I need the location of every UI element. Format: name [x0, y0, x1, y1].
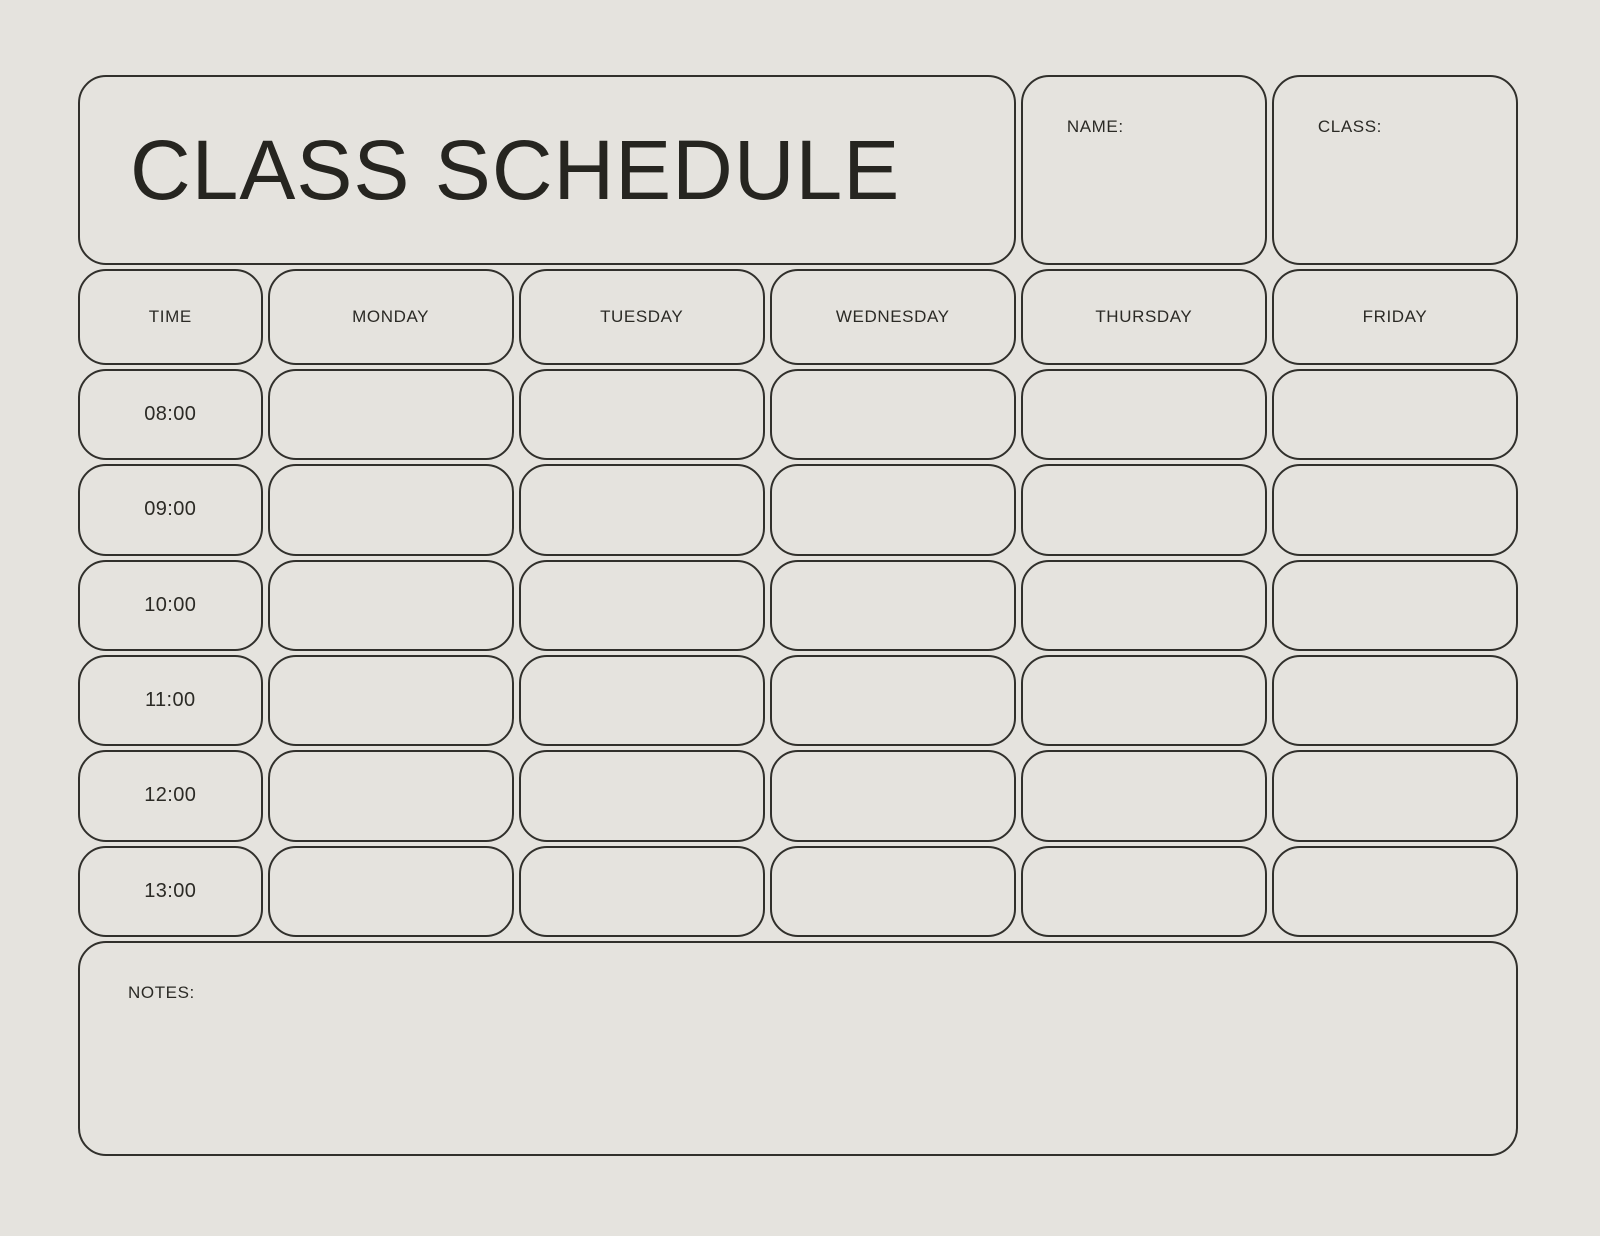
time-cell-1300: 13:00	[78, 846, 263, 937]
column-header-wednesday: WEDNESDAY	[770, 269, 1016, 365]
schedule-cell-thursday-1300[interactable]	[1021, 846, 1267, 937]
schedule-cell-friday-1200[interactable]	[1272, 750, 1518, 841]
schedule-sheet	[78, 75, 1518, 1156]
schedule-cell-tuesday-0800[interactable]	[519, 369, 765, 460]
schedule-cell-friday-1100[interactable]	[1272, 655, 1518, 746]
schedule-cell-monday-1300[interactable]	[268, 846, 514, 937]
schedule-cell-friday-1300[interactable]	[1272, 846, 1518, 937]
class-field[interactable]	[1272, 75, 1518, 265]
schedule-cell-wednesday-0800[interactable]	[770, 369, 1016, 460]
time-cell-1000: 10:00	[78, 560, 263, 651]
schedule-grid	[78, 269, 1518, 937]
column-header-thursday: THURSDAY	[1021, 269, 1267, 365]
schedule-cell-friday-1000[interactable]	[1272, 560, 1518, 651]
schedule-cell-thursday-1100[interactable]	[1021, 655, 1267, 746]
schedule-cell-friday-0900[interactable]	[1272, 464, 1518, 555]
schedule-cell-tuesday-1000[interactable]	[519, 560, 765, 651]
schedule-cell-friday-0800[interactable]	[1272, 369, 1518, 460]
schedule-cell-thursday-1200[interactable]	[1021, 750, 1267, 841]
column-header-monday: MONDAY	[268, 269, 514, 365]
schedule-cell-monday-1200[interactable]	[268, 750, 514, 841]
schedule-cell-thursday-1000[interactable]	[1021, 560, 1267, 651]
time-cell-0900: 09:00	[78, 464, 263, 555]
schedule-cell-wednesday-1200[interactable]	[770, 750, 1016, 841]
schedule-cell-monday-0900[interactable]	[268, 464, 514, 555]
notes-field[interactable]	[78, 941, 1518, 1156]
name-label: NAME:	[1066, 117, 1124, 136]
column-header-tuesday: TUESDAY	[519, 269, 765, 365]
schedule-cell-monday-0800[interactable]	[268, 369, 514, 460]
schedule-cell-monday-1100[interactable]	[268, 655, 514, 746]
notes-label: NOTES:	[128, 983, 195, 1002]
schedule-cell-wednesday-0900[interactable]	[770, 464, 1016, 555]
title-box	[78, 75, 1016, 265]
schedule-cell-tuesday-1300[interactable]	[519, 846, 765, 937]
column-header-time: TIME	[78, 269, 263, 365]
class-label: CLASS:	[1317, 117, 1382, 136]
name-field[interactable]	[1021, 75, 1267, 265]
page-title: CLASS SCHEDULE	[130, 122, 901, 217]
schedule-cell-tuesday-0900[interactable]	[519, 464, 765, 555]
time-cell-1100: 11:00	[78, 655, 263, 746]
schedule-cell-thursday-0800[interactable]	[1021, 369, 1267, 460]
time-cell-0800: 08:00	[78, 369, 263, 460]
schedule-cell-wednesday-1100[interactable]	[770, 655, 1016, 746]
schedule-cell-tuesday-1100[interactable]	[519, 655, 765, 746]
schedule-cell-wednesday-1300[interactable]	[770, 846, 1016, 937]
top-band	[78, 75, 1518, 265]
schedule-cell-monday-1000[interactable]	[268, 560, 514, 651]
column-header-friday: FRIDAY	[1272, 269, 1518, 365]
time-cell-1200: 12:00	[78, 750, 263, 841]
schedule-cell-thursday-0900[interactable]	[1021, 464, 1267, 555]
schedule-cell-wednesday-1000[interactable]	[770, 560, 1016, 651]
schedule-cell-tuesday-1200[interactable]	[519, 750, 765, 841]
